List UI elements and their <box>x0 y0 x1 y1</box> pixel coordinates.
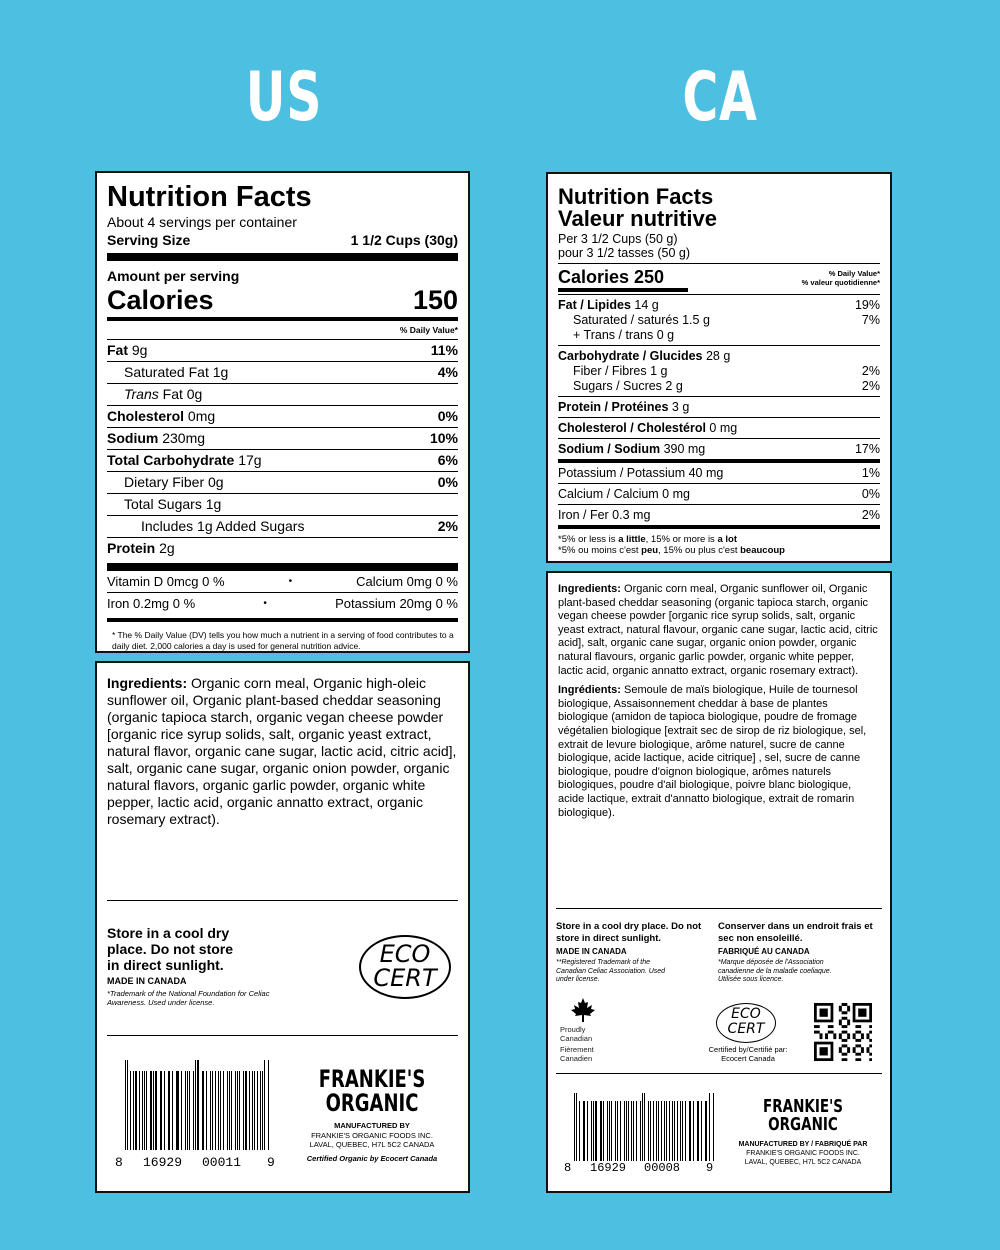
ca-trademark-en: **Registered Trademark of the Canadian Celiac Association. Used under license. <box>556 959 666 983</box>
ca-title-fr: Valeur nutritive <box>558 206 717 231</box>
ca-barcode <box>574 1093 714 1161</box>
ca-protein-amount: 3 g <box>668 400 690 414</box>
ca-calcium: Calcium / Calcium 0 mg <box>558 487 690 501</box>
ca-certified-by: Certified by/Certifié par: <box>708 1045 788 1054</box>
ca-ingredients-panel <box>546 571 892 1193</box>
us-nutrient-row: Trans Fat 0g <box>107 383 458 405</box>
ca-certified-by-2: Ecocert Canada <box>721 1054 775 1063</box>
us-barcode-digit-1: 8 <box>115 1155 123 1170</box>
ca-dv-en: % Daily Value* <box>828 269 880 278</box>
us-made-in: MADE IN CANADA <box>107 976 187 986</box>
ca-manufactured-by: MANUFACTURED BY / FABRIQUÉ PAR <box>738 1141 868 1148</box>
us-vitamin-row: Vitamin D 0mcg 0 % • Calcium 0mg 0 % <box>107 574 458 589</box>
us-brand-line2: ORGANIC <box>325 1089 419 1117</box>
us-certified: Certified Organic by Ecocert Canada <box>306 1153 438 1163</box>
ca-dv-fr: % valeur quotidienne* <box>801 278 880 287</box>
ca-protein-label: Protein / Protéines <box>558 400 669 414</box>
us-vitamin-rows <box>107 571 458 614</box>
ca-trans: + Trans / trans 0 g <box>573 328 675 342</box>
ca-made-en: MADE IN CANADA <box>556 947 627 956</box>
ca-title-en: Nutrition Facts <box>558 184 714 209</box>
ca-storage-fr: Conserver dans un endroit frais et sec non ensoleillé. <box>718 921 873 944</box>
ca-heading: CA <box>682 58 758 137</box>
ca-ingredients-en: Ingredients: Organic corn meal, Organic sunflower oil, Organic plant-based cheddar seasoning (organic tapioca starch, organic vegan cheese powder [organic rice syrup solids, salt, organic yeast extract, natural flavour, organic cane sugar, lactic acid, citric acid], salt, organic cane sugar, organic onion powder, organic natural flavours, organic garlic powder, organic white pepper, lactic acid, organic annatto extract, organic rosemary extract). <box>558 583 878 677</box>
us-nf-title: Nutrition Facts <box>107 181 312 213</box>
ca-brand-block <box>723 1098 883 1167</box>
ca-company: FRANKIE'S ORGANIC FOODS INC. <box>746 1150 860 1157</box>
us-brand-line1: FRANKIE'S <box>318 1065 426 1093</box>
us-nutrient-rows <box>107 339 458 559</box>
ca-iron-dv: 2% <box>861 508 880 522</box>
ca-carb-amount: 28 g <box>702 349 731 363</box>
ca-barcode-digit-2: 16929 <box>590 1161 627 1175</box>
us-barcode-digit-2: 16929 <box>143 1155 183 1170</box>
ca-nutrition-facts-panel <box>546 172 892 563</box>
ca-fiber: Fiber / Fibres 1 g <box>573 364 668 378</box>
us-ingredients-list: Organic corn meal, Organic high-oleic sunflower oil, Organic plant-based cheddar seasoning (organic tapioca starch, organic vegan cheese powder [organic rice syrup solids, salt, organic yeast extract, natural flavor, organic cane sugar, lactic acid, citric acid], salt, organic cane sugar, organic onion powder, organic natural flavors, organic garlic powder, organic white pepper, lactic acid, organic annatto extract, organic rosemary extract). <box>107 675 457 827</box>
ca-fier-1: Fièrement <box>560 1045 594 1054</box>
us-brand-block <box>297 1067 447 1163</box>
ca-sugars: Sugars / Sucres 2 g <box>573 379 683 393</box>
us-ingredients-text <box>107 675 458 828</box>
ca-footnote-fr: *5% ou moins c'est peu, 15% ou plus c'est beaucoup <box>558 545 785 556</box>
ca-brand-line1: FRANKIE'S <box>763 1096 843 1117</box>
ca-fiber-dv: 2% <box>861 364 880 378</box>
ca-cholesterol-label: Cholesterol / Cholestérol <box>558 421 706 435</box>
us-nutrient-row: Total Sugars 1g <box>107 493 458 515</box>
us-storage: Store in a cool dry place. Do not store in direct sunlight. <box>107 925 234 973</box>
us-barcode-digit-3: 00011 <box>202 1155 242 1170</box>
us-manufactured-by: MANUFACTURED BY <box>334 1121 410 1130</box>
ca-potassium-dv: 1% <box>861 466 880 480</box>
ca-per-en: Per 3 1/2 Cups (50 g) <box>558 232 678 246</box>
us-dv-header: % Daily Value* <box>399 325 458 335</box>
ca-per-fr: pour 3 1/2 tasses (50 g) <box>558 246 691 260</box>
ca-proudly-2: Canadian <box>560 1034 593 1043</box>
ca-iron: Iron / Fer 0.3 mg <box>558 508 651 522</box>
ca-carb-label: Carbohydrate / Glucides <box>558 349 703 363</box>
ca-calories: Calories 250 <box>558 267 665 287</box>
ca-sodium-label: Sodium / Sodium <box>558 442 661 456</box>
ca-footnote-en: *5% or less is a little, 15% or more is a lot <box>558 534 737 545</box>
us-barcode-digit-4: 9 <box>267 1155 275 1170</box>
us-amount-per-serving: Amount per serving <box>107 268 240 284</box>
ca-trademark-fr: *Marque déposée de l'Association canadienne de la maladie coeliaque. Utilisée sous licence. <box>718 959 832 983</box>
us-ecocert-logo: ECO CERT <box>359 935 451 999</box>
ca-saturated: Saturated / saturés 1.5 g <box>573 313 710 327</box>
us-ingredients-label: Ingredients: <box>107 675 188 691</box>
us-nutrient-row: Cholesterol 0mg 0% <box>107 405 458 427</box>
ca-storage-en: Store in a cool dry place. Do not store in direct sunlight. <box>556 921 702 944</box>
us-nutrient-row: Fat 9g 11% <box>107 339 458 361</box>
ca-ingredients-fr: Ingrédients: Semoule de maïs biologique, Huile de tournesol biologique, Assaisonnement cheddar à base de plantes biologique (amidon de tapioca biologique, poudre de fromage végétalien biologique [extrait sec de sirop de riz biologique, sel, extrait de levure biologique, arôme naturel, sucre de canne biologique, acide lactique, acide citrique] , sel, sucre de canne biologique, poudre d'oignon biologique, arômes naturels biologiques, poudre d'ail biologique, poivre blanc biologique, acide lactique, extrait d'annatto biologique, extrait de romarin biologique). <box>558 684 867 819</box>
ca-fat-dv: 19% <box>854 298 880 312</box>
ca-brand-line2: ORGANIC <box>768 1114 838 1135</box>
us-nutrient-row: Sodium 230mg 10% <box>107 427 458 449</box>
qr-code <box>814 1003 872 1061</box>
us-serving-size-value: 1 1/2 Cups (30g) <box>350 232 458 248</box>
us-trademark: *Trademark of the National Foundation for Celiac Awareness. Used under license. <box>107 989 270 1007</box>
ca-barcode-digit-4: 9 <box>706 1161 714 1175</box>
us-calories-value: 150 <box>412 285 458 315</box>
ca-calcium-dv: 0% <box>861 487 880 501</box>
us-nutrient-row: Dietary Fiber 0g 0% <box>107 471 458 493</box>
ca-made-fr: FABRIQUÉ AU CANADA <box>718 947 810 956</box>
us-calories-label: Calories <box>107 285 214 315</box>
us-barcode <box>125 1060 270 1150</box>
ca-fat-amount: 14 g <box>630 298 659 312</box>
us-vitamin-row: Iron 0.2mg 0 % • Potassium 20mg 0 % <box>107 592 458 614</box>
ca-ecocert-logo: ECO CERT <box>716 1003 776 1043</box>
ca-fat-label: Fat / Lipides <box>558 298 631 312</box>
us-company: FRANKIE'S ORGANIC FOODS INC. <box>311 1130 433 1140</box>
us-nutrient-row: Total Carbohydrate 17g 6% <box>107 449 458 471</box>
ca-sugars-dv: 2% <box>861 379 880 393</box>
ca-proudly-1: Proudly <box>560 1025 586 1034</box>
ca-sodium-dv: 17% <box>854 442 880 456</box>
us-address: LAVAL, QUEBEC, H7L 5C2 CANADA <box>309 1140 435 1149</box>
us-servings: About 4 servings per container <box>107 214 297 230</box>
ca-potassium: Potassium / Potassium 40 mg <box>558 466 724 480</box>
ca-address: LAVAL, QUEBEC, H7L 5C2 CANADA <box>744 1159 862 1166</box>
ca-barcode-digit-1: 8 <box>564 1161 572 1175</box>
ca-fier-2: Canadien <box>560 1054 593 1063</box>
ca-barcode-digit-3: 00008 <box>644 1161 681 1175</box>
us-nutrient-row: Includes 1g Added Sugars 2% <box>107 515 458 537</box>
us-nutrient-row: Protein 2g <box>107 537 458 559</box>
us-heading: US <box>245 58 323 137</box>
maple-leaf-icon <box>570 997 596 1023</box>
ca-cholesterol-amount: 0 mg <box>705 421 738 435</box>
ca-sodium-amount: 390 mg <box>660 442 706 456</box>
ca-saturated-dv: 7% <box>861 313 880 327</box>
us-nutrition-facts-panel <box>95 171 470 653</box>
us-nutrient-row: Saturated Fat 1g 4% <box>107 361 458 383</box>
us-ingredients-panel <box>95 661 470 1193</box>
us-serving-size-label: Serving Size <box>107 232 191 248</box>
us-footnote: * The % Daily Value (DV) tells you how much a nutrient in a serving of food contributes to a daily diet. 2,000 calories a day is used for general nutrition advice. <box>107 618 458 652</box>
